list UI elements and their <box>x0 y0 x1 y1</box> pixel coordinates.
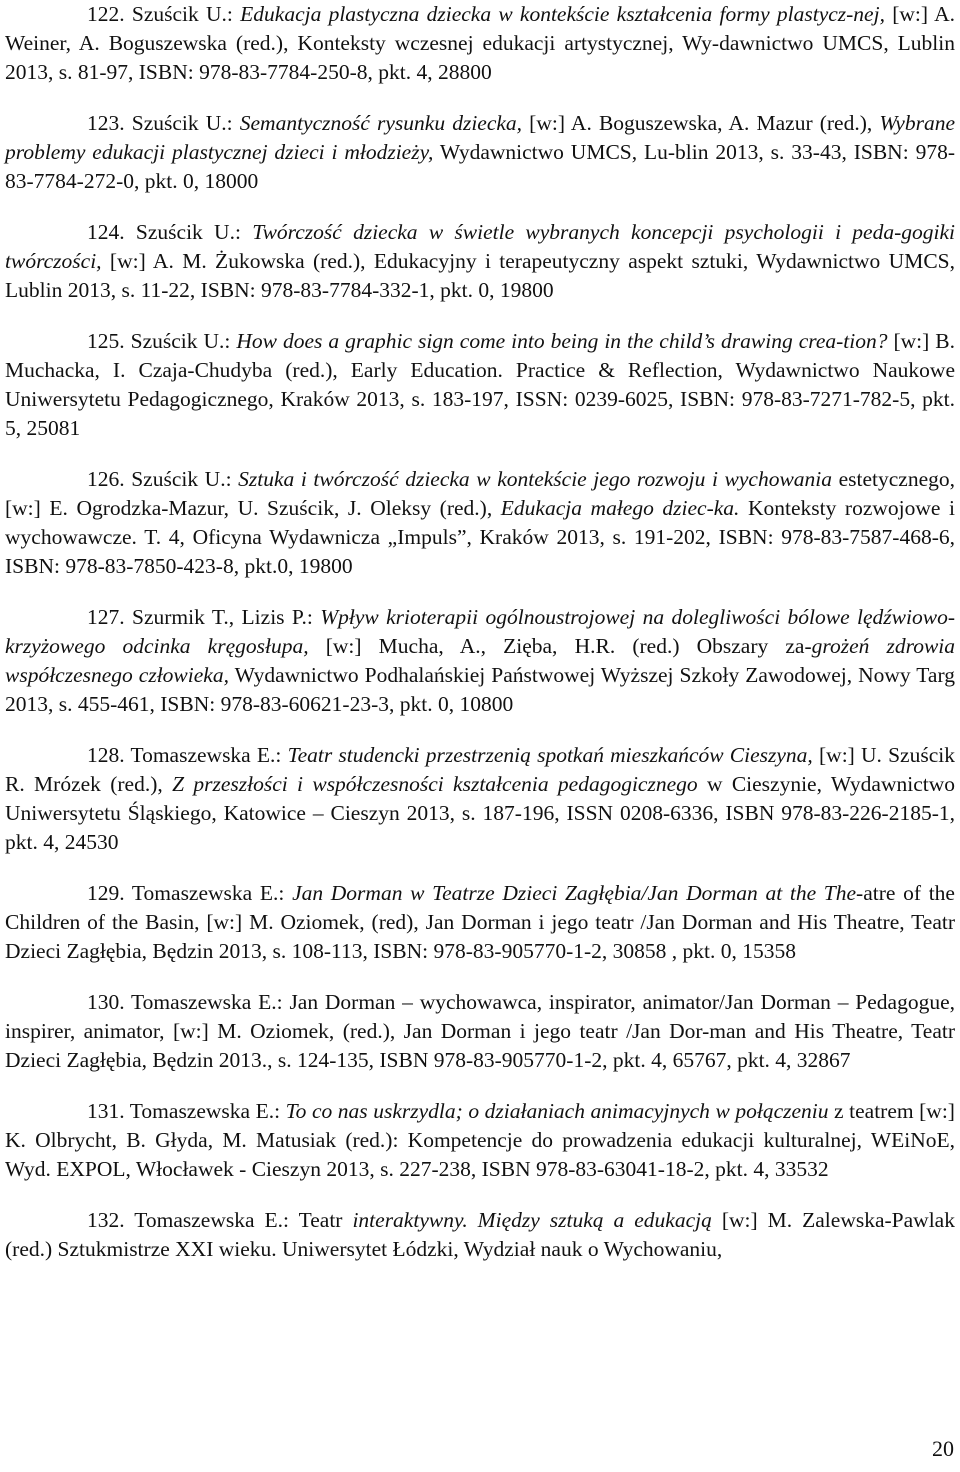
entry-text <box>5 465 955 581</box>
entry-plain-mid: [w:] U. Szuścik R. Mrózek (red.), <box>5 743 955 796</box>
entry-number: 129. <box>87 881 125 905</box>
entry-plain-post: Jan Dorman – wychowawca, inspirator, animator/Jan Dorman – Pedagogue, inspirer, animator, [w:] M. Oziomek, (red.), Jan Dorman i jego teatr /Jan Dor-man and His Theatre, Teatr Dzieci Zagłębia, Będzin 2013., s. 124-135, ISBN 978-83-905770-1-2, pkt. 4, 65767, pkt. 4, 32867 <box>5 990 955 1072</box>
bibliography-entry <box>5 0 955 87</box>
entry-plain-post: Konteksty rozwojowe i wychowawcze. T. 4, Oficyna Wydawnicza „Impuls”, Kraków 2013, s. 191-202, ISBN: 978-83-7587-468-6, ISBN: 978-83-7850-423-8, pkt.0, 19800 <box>5 496 955 578</box>
entry-italic2: interaktywny. Między sztuką a edukacją <box>352 1208 712 1232</box>
bibliography-entry <box>5 603 955 719</box>
entry-italic: Semantyczność rysunku dziecka, <box>239 111 523 135</box>
bibliography-entry <box>5 1097 955 1184</box>
entry-plain-post: z teatrem [w:] K. Olbrycht, B. Głyda, M. Matusiak (red.): Kompetencje do prowadzenia edukacji kulturalnej, WEiNoE, Wyd. EXPOL, Włocławek - Cieszyn 2013, s. 227-238, ISBN 978-83-63041-18-2, pkt. 4, 33532 <box>5 1099 955 1181</box>
entry-italic: Edukacja plastyczna dziecka w kontekście kształcenia formy plastycz-nej, <box>240 2 885 26</box>
bibliography-entry <box>5 741 955 857</box>
entry-italic: Twórczość dziecka w świetle wybranych koncepcji psychologii i peda-gogiki twórczości, <box>5 220 956 273</box>
entry-text <box>5 741 955 857</box>
entry-italic2: Z przeszłości i współczesności kształcenia pedagogicznego <box>172 772 698 796</box>
entry-text <box>5 603 955 719</box>
entry-number: 132. <box>87 1208 125 1232</box>
entry-text <box>5 988 955 1075</box>
entry-text <box>5 327 955 443</box>
entry-number: 122. <box>87 2 125 26</box>
entry-plain-pre: Szuścik U.: <box>131 2 241 26</box>
entry-plain-pre: Szuścik U.: <box>135 220 253 244</box>
entry-number: 123. <box>87 111 125 135</box>
entry-plain-post: atre of the Children of the Basin, [w:] M. Oziomek, (red), Jan Dorman i jego teatr /Jan Dorman and His Theatre, Teatr Dzieci Zagłębia, Będzin 2013, s. 108-113, ISBN: 978-83-905770-1-2, 30858 , pkt. 0, 15358 <box>5 881 955 963</box>
entry-number: 130. <box>87 990 125 1014</box>
entry-text <box>5 0 955 87</box>
entry-number: 124. <box>87 220 125 244</box>
entry-italic: Jan Dorman w Teatrze Dzieci Zagłębia/Jan Dorman at the The- <box>292 881 864 905</box>
entry-plain-pre: Szuścik U.: <box>131 467 239 491</box>
entry-italic2: Wybrane problemy edukacji plastycznej dzieci i młodzieży, <box>5 111 956 164</box>
entry-plain-mid: [w:] Mucha, A., Zięba, H.R. (red.) Obszary za- <box>308 634 812 658</box>
bibliography-entry <box>5 465 955 581</box>
entry-plain-pre: Tomaszewska E.: <box>134 1208 299 1232</box>
bibliography-entry <box>5 109 955 196</box>
entry-text <box>5 109 955 196</box>
bibliography-entry <box>5 1206 955 1264</box>
entry-plain-post: [w:] B. Muchacka, I. Czaja-Chudyba (red.), Early Education. Practice & Reflection, Wydawnictwo Naukowe Uniwersytetu Pedagogicznego, Kraków 2013, s. 183-197, ISSN: 0239-6025, ISBN: 978-83-7271-782-5, pkt. 5, 25081 <box>5 329 955 440</box>
entry-number: 126. <box>87 467 125 491</box>
entry-number: 125. <box>87 329 125 353</box>
entry-plain-pre: Tomaszewska E.: <box>131 990 290 1014</box>
entry-number: 128. <box>87 743 125 767</box>
entry-plain-mid: estetycznego, [w:] E. Ogrodzka-Mazur, U. Szuścik, J. Oleksy (red.), <box>5 467 956 520</box>
bibliography-entry <box>5 879 955 966</box>
entry-plain-pre: Tomaszewska E.: <box>131 881 293 905</box>
entry-italic: Sztuka i twórczość dziecka w kontekście jego rozwoju i wychowania <box>238 467 833 491</box>
document-page <box>5 0 955 1286</box>
entry-italic: Wpływ krioterapii ogólnoustrojowej na dolegliwości bólowe lędźwiowo-krzyżowego odcinka kręgosłupa, <box>5 605 955 658</box>
entry-italic2: grożeń zdrowia współczesnego człowieka, <box>5 634 956 687</box>
entry-plain-pre: Tomaszewska E.: <box>129 1099 286 1123</box>
entry-italic: Teatr studencki przestrzenią spotkań mieszkańców Cieszyna, <box>287 743 813 767</box>
entry-italic: To co nas uskrzydla; o działaniach animacyjnych w połączeniu <box>285 1099 829 1123</box>
entry-plain-pre: Szurmik T., Lizis P.: <box>132 605 321 629</box>
entry-plain-post: [w:] A. Weiner, A. Boguszewska (red.), Konteksty wczesnej edukacji artystycznej, Wy-dawnictwo UMCS, Lublin 2013, s. 81-97, ISBN: 978-83-7784-250-8, pkt. 4, 28800 <box>5 2 955 84</box>
entry-plain-pre: Szuścik U.: <box>130 329 237 353</box>
entry-plain-post: w Cieszynie, Wydawnictwo Uniwersytetu Śląskiego, Katowice – Cieszyn 2013, s. 187-196, ISSN 0208-6336, ISBN 978-83-226-2185-1, pkt. 4, 24530 <box>5 772 955 854</box>
entry-italic2: Edukacja małego dziec-ka. <box>500 496 740 520</box>
bibliography-entry <box>5 327 955 443</box>
entry-plain-pre: Szuścik U.: <box>131 111 240 135</box>
entry-plain-post: Wydawnictwo UMCS, Lu-blin 2013, s. 33-43, ISBN: 978-83-7784-272-0, pkt. 0, 18000 <box>5 140 955 193</box>
entry-plain-post: [w:] A. M. Żukowska (red.), Edukacyjny i terapeutyczny aspekt sztuki, Wydawnictwo UMCS, Lublin 2013, s. 11-22, ISBN: 978-83-7784-332-1, pkt. 0, 19800 <box>5 249 955 302</box>
bibliography-entry <box>5 988 955 1075</box>
bibliography-entry <box>5 218 955 305</box>
entry-number: 127. <box>87 605 125 629</box>
entry-plain-mid: Teatr <box>298 1208 353 1232</box>
entry-text <box>5 1097 955 1184</box>
entry-plain-post: Wydawnictwo Podhalańskiej Państwowej Wyższej Szkoły Zawodowej, Nowy Targ 2013, s. 455-461, ISBN: 978-83-60621-23-3, pkt. 0, 10800 <box>5 663 955 716</box>
entry-text <box>5 1206 955 1264</box>
entry-italic: How does a graphic sign come into being in the child’s drawing crea-tion? <box>236 329 888 353</box>
entry-plain-pre: Tomaszewska E.: <box>130 743 288 767</box>
page-number: 20 <box>932 1436 954 1461</box>
entry-plain-mid: [w:] A. Boguszewska, A. Mazur (red.), <box>522 111 880 135</box>
entry-plain-post: [w:] M. Zalewska-Pawlak (red.) Sztukmistrze XXI wieku. Uniwersytet Łódzki, Wydział nauk o Wychowaniu, <box>5 1208 955 1261</box>
bibliography-list <box>5 0 955 1264</box>
entry-number: 131. <box>87 1099 125 1123</box>
entry-text <box>5 879 955 966</box>
entry-text <box>5 218 955 305</box>
